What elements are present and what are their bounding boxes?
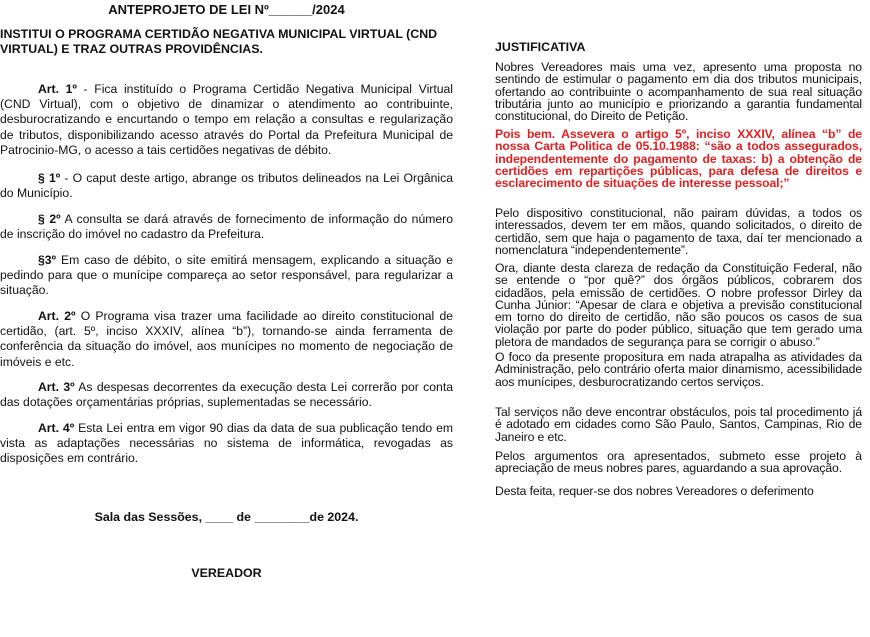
paragraph-1	[0, 171, 453, 201]
constitution-quote: Pois bem. Assevera o artigo 5º, inciso XXXIV, alínea “b” de nossa Carta Politica de 05.10.1988: “são a todos assegurados, independentemente do pagamento de taxas: b) a obtenção de certidões em repartições públicas, para defesa de direitos e esclarecimento de situações de interesse pessoal;”	[495, 127, 862, 191]
article-label: Art. 3º	[38, 380, 75, 394]
sessions-line: Sala das Sessões, ____ de ________de 2024.	[94, 510, 359, 524]
justification-paragraph: Pelos argumentos ora apresentados, submeto esse projeto à apreciação de meus nobres pares, aguardando a sua aprovação.	[495, 449, 862, 476]
article-4	[0, 421, 453, 467]
article-text: - Fica instituído o Programa Certidão Negativa Municipal Virtual (CND Virtual), com o objetivo de dinamizar o atendimento ao contribuinte, desburocratizando e encurtando o tempo em relação a consultas e regularização de tributos, disponibilizando acesso através do Portal da Prefeitura Municipal de Patrocinio-MG, o acesso a tais certidões negativas de débito.	[0, 82, 453, 157]
paragraph-2	[0, 212, 453, 242]
justification-paragraph: Pelo dispositivo constitucional, não pairam dúvidas, a todos os interessados, devem ter em mãos, quando solicitados, o direito de certidão, sem que haja o pagamento de taxa, daí ter mencionado a nomenclatura “independentemente”.	[495, 206, 862, 257]
article-text: A consulta se dará através de fornecimento de informação do número de inscrição do imóvel no cadastro da Prefeitura.	[0, 212, 453, 242]
article-label: § 2º	[38, 212, 61, 226]
article-2	[0, 309, 453, 370]
article-label: §3º	[38, 253, 57, 267]
justification-paragraph: O foco da presente propositura em nada atrapalha as atividades da Administração, pelo contrário oferta maior dinamismo, acessibilidade aos munícipes, desburocratizando certos serviços.	[495, 350, 862, 389]
justification-paragraph: Desta feita, requer-se dos nobres Vereadores o deferimento	[495, 484, 814, 498]
signature-line: VEREADOR	[191, 566, 262, 580]
article-text: - O caput deste artigo, abrange os tributos delineados na Lei Orgânica do Município.	[0, 171, 453, 201]
justification-paragraph: Nobres Vereadores mais uma vez, apresento uma proposta no sentindo de estimular o pagamento em dia dos tributos municipais, ofertando ao contribuinte o acompanhamento de sua real situação tributária junto ao município e priorizando a garantia fundamental constitucional, do Direito de Petição.	[495, 60, 862, 124]
article-label: Art. 2º	[38, 309, 76, 323]
article-label: § 1º	[38, 171, 61, 185]
article-3	[0, 380, 453, 410]
article-1	[0, 82, 453, 158]
justification-paragraph: Tal serviços não deve encontrar obstáculos, pois tal procedimento já é adotado em cidades como São Paulo, Santos, Campinas, Rio de Janeiro e etc.	[495, 405, 862, 444]
justification-paragraph: Ora, diante desta clareza de redação da Constituição Federal, não se entende o “por quê?” dos órgãos públicos, cobrarem dos cidadãos, pela emissão de certidões. O nobre professor Dirley da Cunha Júnior: “Apesar de clara e objetiva a previsão constitucional em torno do direito de certidão, não são poucos os casos de sua violação por parte do poder público, situação que tem gerado uma pletora de mandados de segurança para se corrigir o abuso.”	[495, 261, 862, 349]
paragraph-3	[0, 253, 453, 299]
article-text: O Programa visa trazer uma facilidade ao direito constitucional de certidão, (art. 5º, inciso XXXIV, alínea “b”), tornando-se ainda ferramenta de conferência da situação do imóvel, aos munícipes no momento de negociação de imóveis e etc.	[0, 309, 453, 369]
article-label: Art. 1º	[38, 82, 77, 96]
article-text: As despesas decorrentes da execução desta Lei correrão por conta das dotações orçamentárias próprias, suplementadas se necessário.	[0, 380, 453, 410]
article-text: Em caso de débito, o site emitirá mensagem, explicando a situação e pedindo para que o munícipe compareça ao setor responsável, para regularizar a situação.	[0, 253, 453, 298]
article-text: Esta Lei entra em vigor 90 dias da data de sua publicação tendo em vista as adaptações necessárias no sistema de informática, revogadas as disposições em contrário.	[0, 421, 454, 466]
bill-title: ANTEPROJETO DE LEI Nº______/2024	[108, 2, 345, 17]
justification-heading: JUSTIFICATIVA	[495, 40, 586, 54]
article-label: Art. 4º	[38, 421, 75, 435]
bill-subtitle: INSTITUI O PROGRAMA CERTIDÃO NEGATIVA MUNICIPAL VIRTUAL (CND VIRTUAL) E TRAZ OUTRAS PROVIDÊNCIAS.	[0, 27, 438, 56]
